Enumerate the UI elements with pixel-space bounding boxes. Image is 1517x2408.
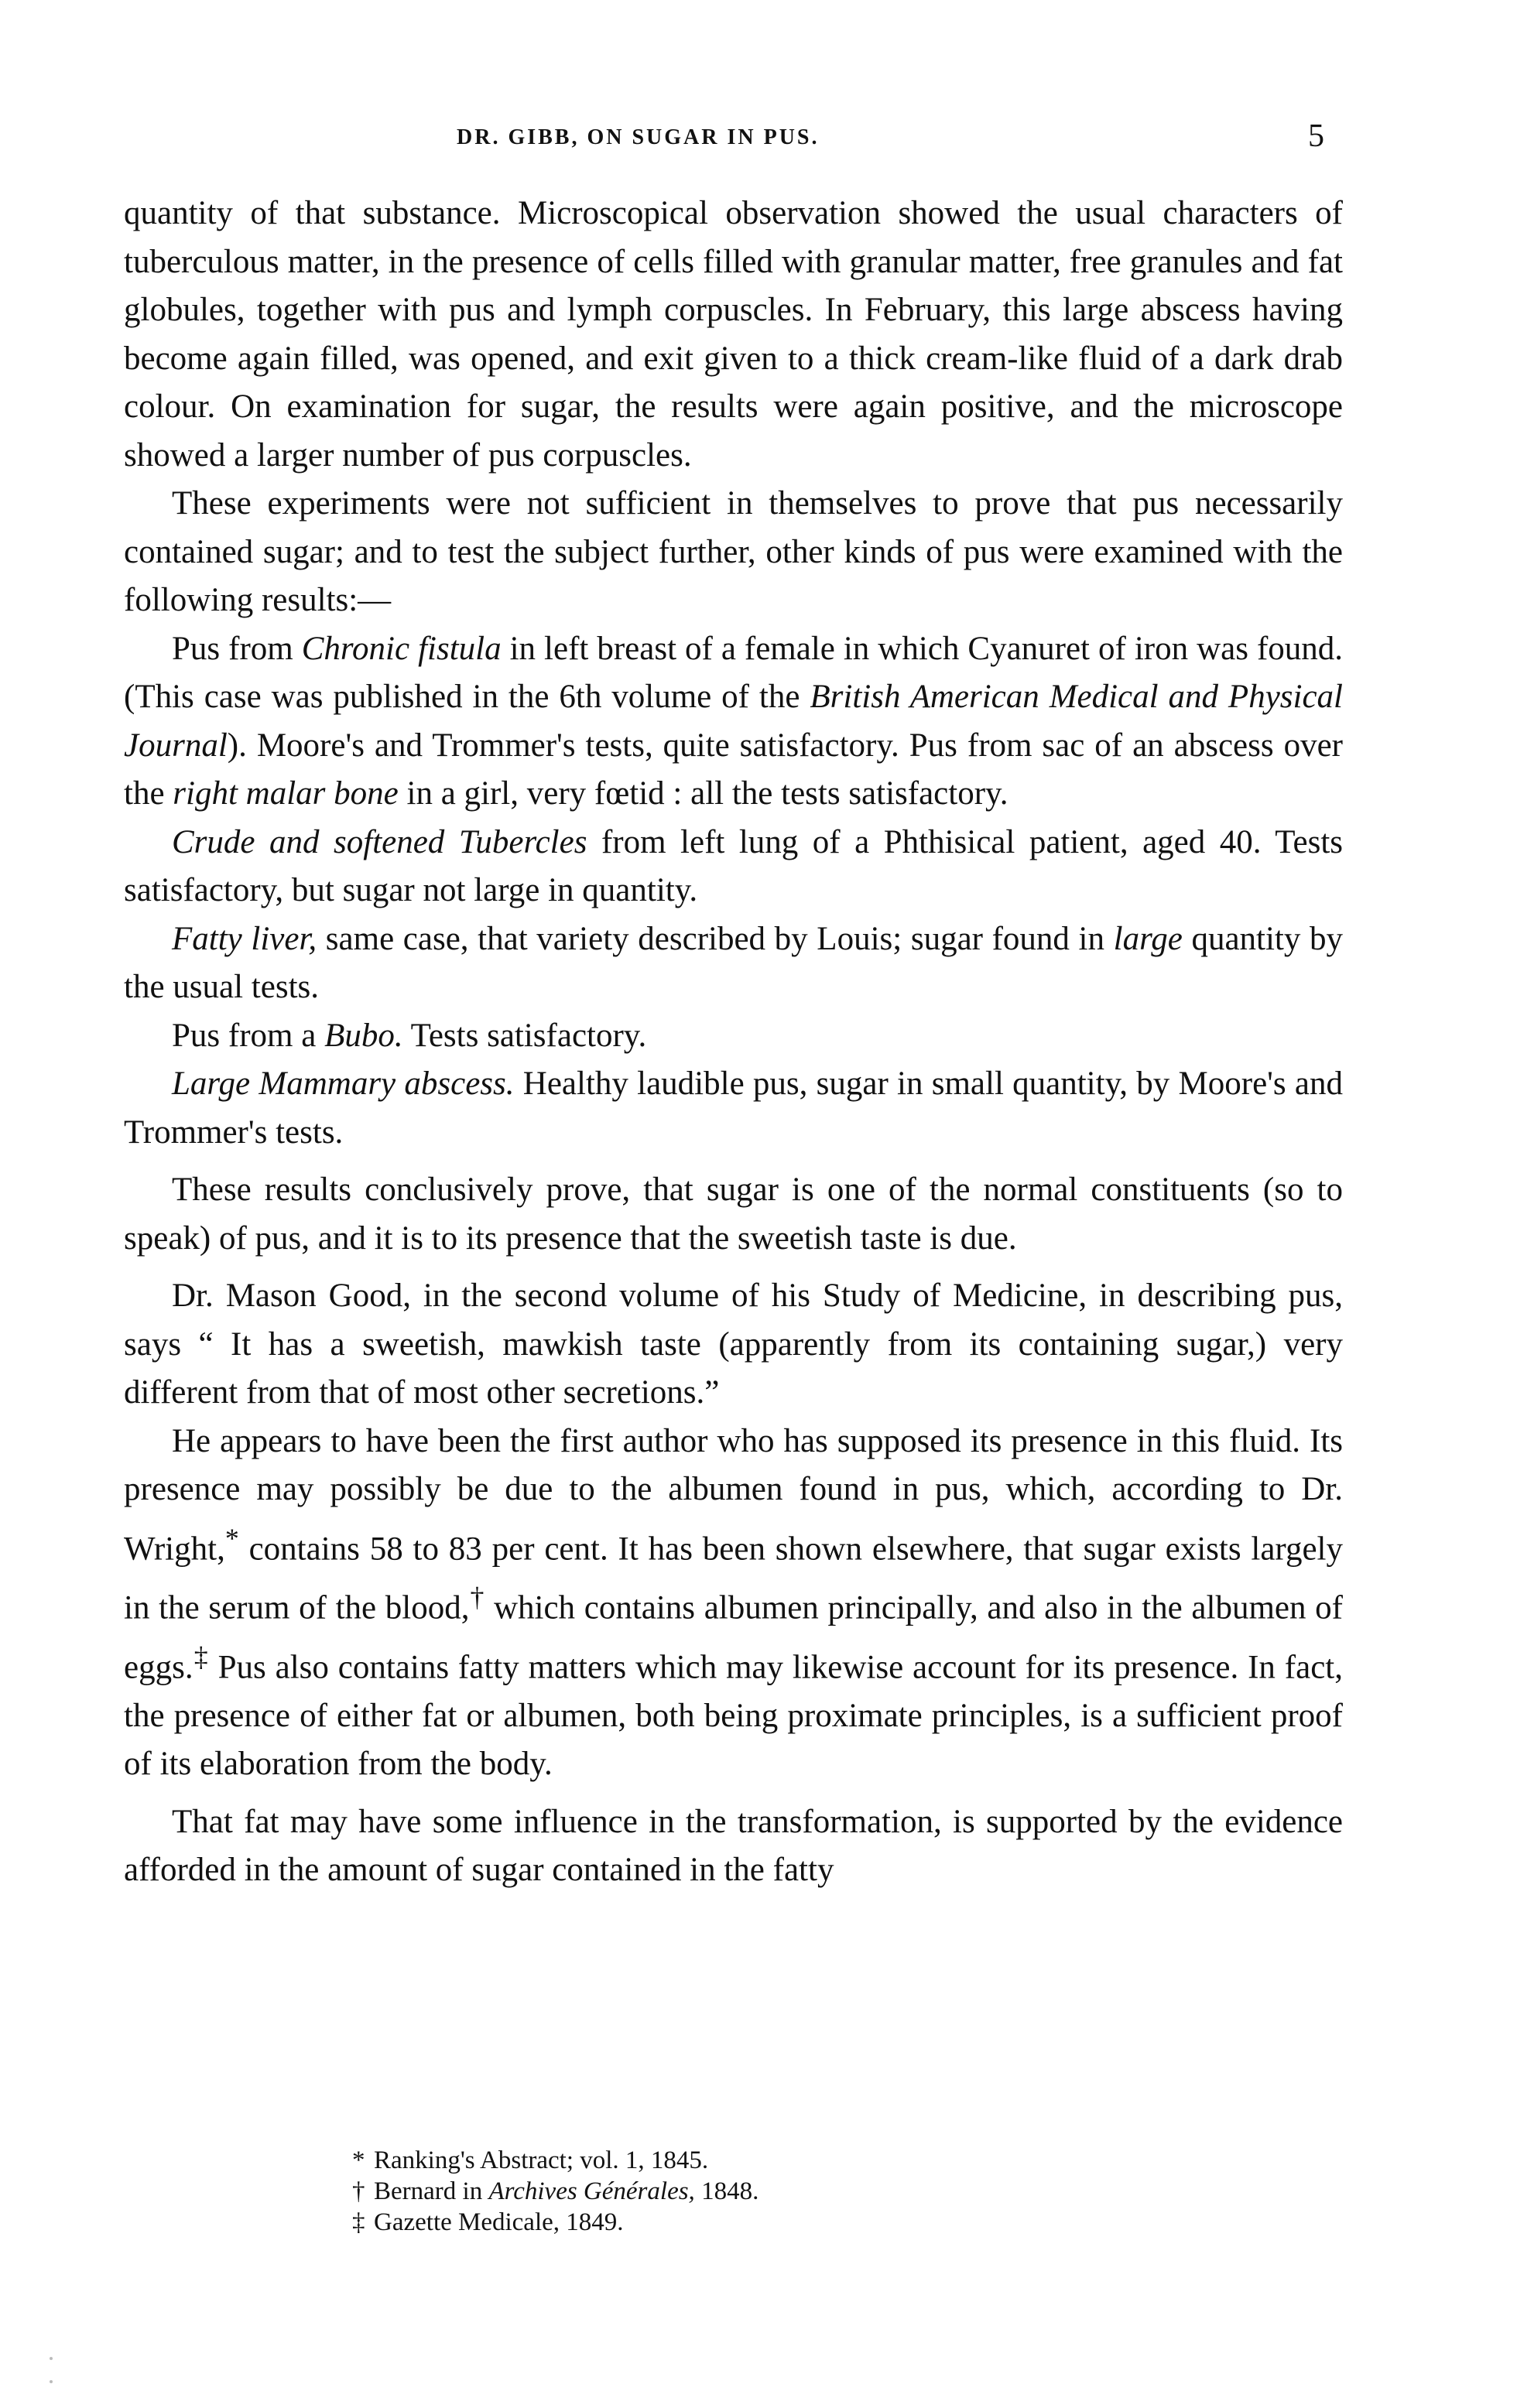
italic-journal-title: British American Medical and Physical Journal (124, 679, 1343, 764)
running-head: DR. GIBB, ON SUGAR IN PUS. (457, 125, 820, 149)
footnote (352, 2207, 758, 2238)
footnote (352, 2176, 758, 2207)
text-run: Pus also contains fatty matters which may likewise account for its presence. In fact, the presence of either fat or albumen, both being proximate principles, is a sufficient proof of its elaboration from the body. (124, 1649, 1343, 1783)
footnote-text: 1848. (694, 2177, 759, 2205)
italic-term: Large Mammary abscess. (172, 1065, 515, 1102)
footnote-ref: * (224, 1522, 239, 1554)
italic-term: right malar bone (173, 775, 399, 812)
text-run: Pus from (172, 630, 302, 667)
text-run: quantity by the usual tests. (124, 920, 1344, 1005)
italic-term: Crude and softened Tubercles (172, 823, 587, 860)
body-text (124, 190, 1343, 1895)
paragraph-fatty-liver (124, 915, 1343, 1012)
page-number: 5 (1308, 118, 1324, 154)
text-run: Tests satisfactory. (402, 1017, 647, 1054)
text-run: in a girl, very fœtid : all the tests satisfactory. (398, 775, 1008, 812)
paragraph-fat-influence: That fat may have some influence in the transformation, is supported by the evidence afforded in the amount of sugar contained in the fatty (124, 1803, 1343, 1889)
text-run: ). Moore's and Trommer's tests, quite satisfactory. Pus from sac of an abscess over the (124, 727, 1343, 812)
scan-speck (50, 2380, 53, 2383)
paragraph-results: These results conclusively prove, that sugar is one of the normal constituents (so to speak) of pus, and it is to its presence that the sweetish taste is due. (124, 1172, 1343, 1257)
paragraph-continued: quantity of that substance. Microscopical observation showed the usual characters of tuberculous matter, in the presence of cells filled with granular matter, free granules and fat globules, together with pus and lymph corpuscles. In February, this large abscess having become again filled, was opened, and exit given to a thick cream-like fluid of a dark drab colour. On examination for sugar, the results were again positive, and the microscope showed a larger number of pus corpuscles. (124, 195, 1343, 474)
paragraph-albumen (124, 1418, 1343, 1789)
footnote-text: Gazette Medicale, 1849. (374, 2208, 624, 2236)
paragraph-bubo (124, 1012, 1343, 1061)
italic-term: Fatty liver, (172, 920, 317, 957)
footnote-italic: Archives Générales, (488, 2177, 695, 2205)
footnote-ref: † (469, 1582, 485, 1613)
footnote-text: Ranking's Abstract; vol. 1, 1845. (374, 2146, 709, 2174)
footnote (352, 2145, 758, 2176)
paragraph-mammary-abscess (124, 1060, 1343, 1157)
text-run: He appears to have been the first author who has supposed its presence in this fluid. Its presence may possibly be due to the albumen found in pus, which, according to Dr. Wright, (124, 1422, 1343, 1567)
scan-speck (50, 2357, 53, 2360)
footnotes (352, 2145, 758, 2238)
text-run: same case, that variety described by Louis; sugar found in (317, 920, 1114, 957)
text-run: which contains albumen principally, and also in the albumen of eggs. (124, 1589, 1343, 1686)
footnote-mark: ‡ (352, 2208, 365, 2236)
footnote-text: Bernard in (374, 2177, 489, 2205)
text-run: in left breast of a female in which Cyanuret of iron was found. (This case was published in the 6th volume of the (124, 630, 1344, 715)
text-run: from left lung of a Phthisical patient, aged 40. Tests satisfactory, but sugar not large in quantity. (124, 823, 1343, 908)
italic-term: Bubo. (324, 1017, 403, 1054)
paragraph-experiments: These experiments were not sufficient in themselves to prove that pus necessarily contained sugar; and to test the subject further, other kinds of pus were examined with the following results:— (124, 485, 1343, 618)
text-run: Healthy laudible pus, sugar in small quantity, by Moore's and Trommer's tests. (124, 1065, 1343, 1151)
paragraph-mason-good: Dr. Mason Good, in the second volume of his Study of Medicine, in describing pus, says “ It has a sweetish, mawkish taste (apparently from its containing sugar,) very different from that of most other secretions.” (124, 1278, 1343, 1411)
italic-term: large (1113, 920, 1183, 957)
italic-term: Chronic fistula (301, 630, 502, 667)
paragraph-chronic-fistula (124, 625, 1343, 819)
footnote-mark: † (352, 2177, 365, 2205)
text-run: contains 58 to 83 per cent. It has been shown elsewhere, that sugar exists largely in the serum of the blood, (124, 1530, 1343, 1626)
footnote-ref: ‡ (193, 1641, 209, 1673)
paragraph-tubercles (124, 819, 1343, 915)
footnote-mark: * (352, 2146, 365, 2174)
text-run: Pus from a (172, 1017, 325, 1054)
